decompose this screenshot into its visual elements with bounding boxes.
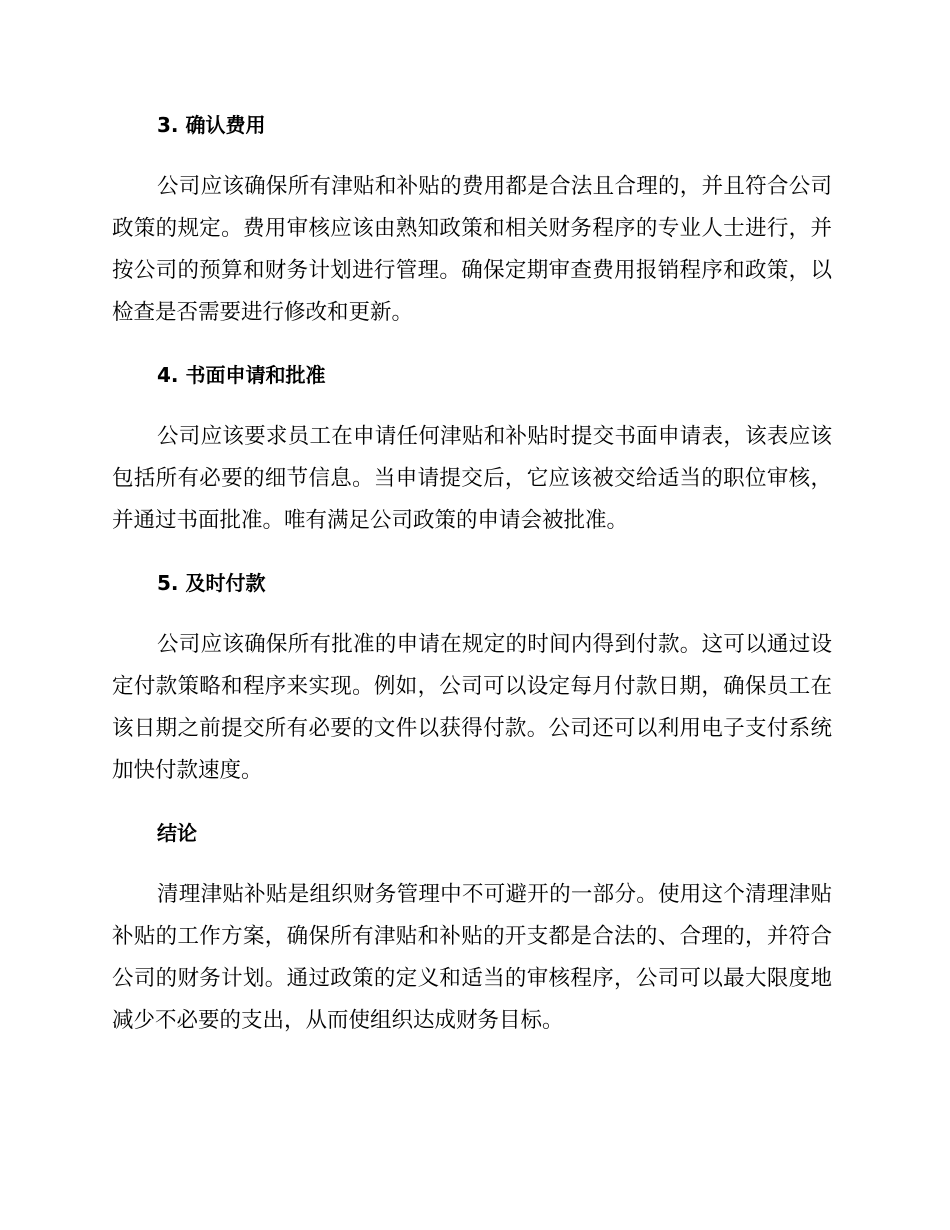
section-body-written-application: 公司应该要求员工在申请任何津贴和补贴时提交书面申请表，该表应该包括所有必要的细节信息。当申请提交后，它应该被交给适当的职位审核，并通过书面批准。唯有满足公司政策的申请会被批准。 bbox=[112, 424, 832, 533]
section-heading-confirm-expenses: 3. 确认费用 bbox=[157, 113, 266, 137]
section-body-confirm-expenses: 公司应该确保所有津贴和补贴的费用都是合法且合理的，并且符合公司政策的规定。费用审核应该由熟知政策和相关财务程序的专业人士进行，并按公司的预算和财务计划进行管理。确保定期审查费用报销程序和政策，以检查是否需要进行修改和更新。 bbox=[112, 174, 832, 325]
document-content bbox=[112, 110, 832, 1068]
section-heading-written-application: 4. 书面申请和批准 bbox=[157, 363, 326, 387]
section-body-conclusion: 清理津贴补贴是组织财务管理中不可避开的一部分。使用这个清理津贴补贴的工作方案，确保所有津贴和补贴的开支都是合法的、合理的，并符合公司的财务计划。通过政策的定义和适当的审核程序，公司可以最大限度地减少不必要的支出，从而使组织达成财务目标。 bbox=[112, 882, 832, 1033]
section-body-timely-payment: 公司应该确保所有批准的申请在规定的时间内得到付款。这可以通过设定付款策略和程序来实现。例如，公司可以设定每月付款日期，确保员工在该日期之前提交所有必要的文件以获得付款。公司还可以利用电子支付系统加快付款速度。 bbox=[112, 632, 832, 783]
section-heading-timely-payment: 5. 及时付款 bbox=[157, 571, 266, 595]
section-heading-conclusion: 结论 bbox=[157, 821, 197, 845]
